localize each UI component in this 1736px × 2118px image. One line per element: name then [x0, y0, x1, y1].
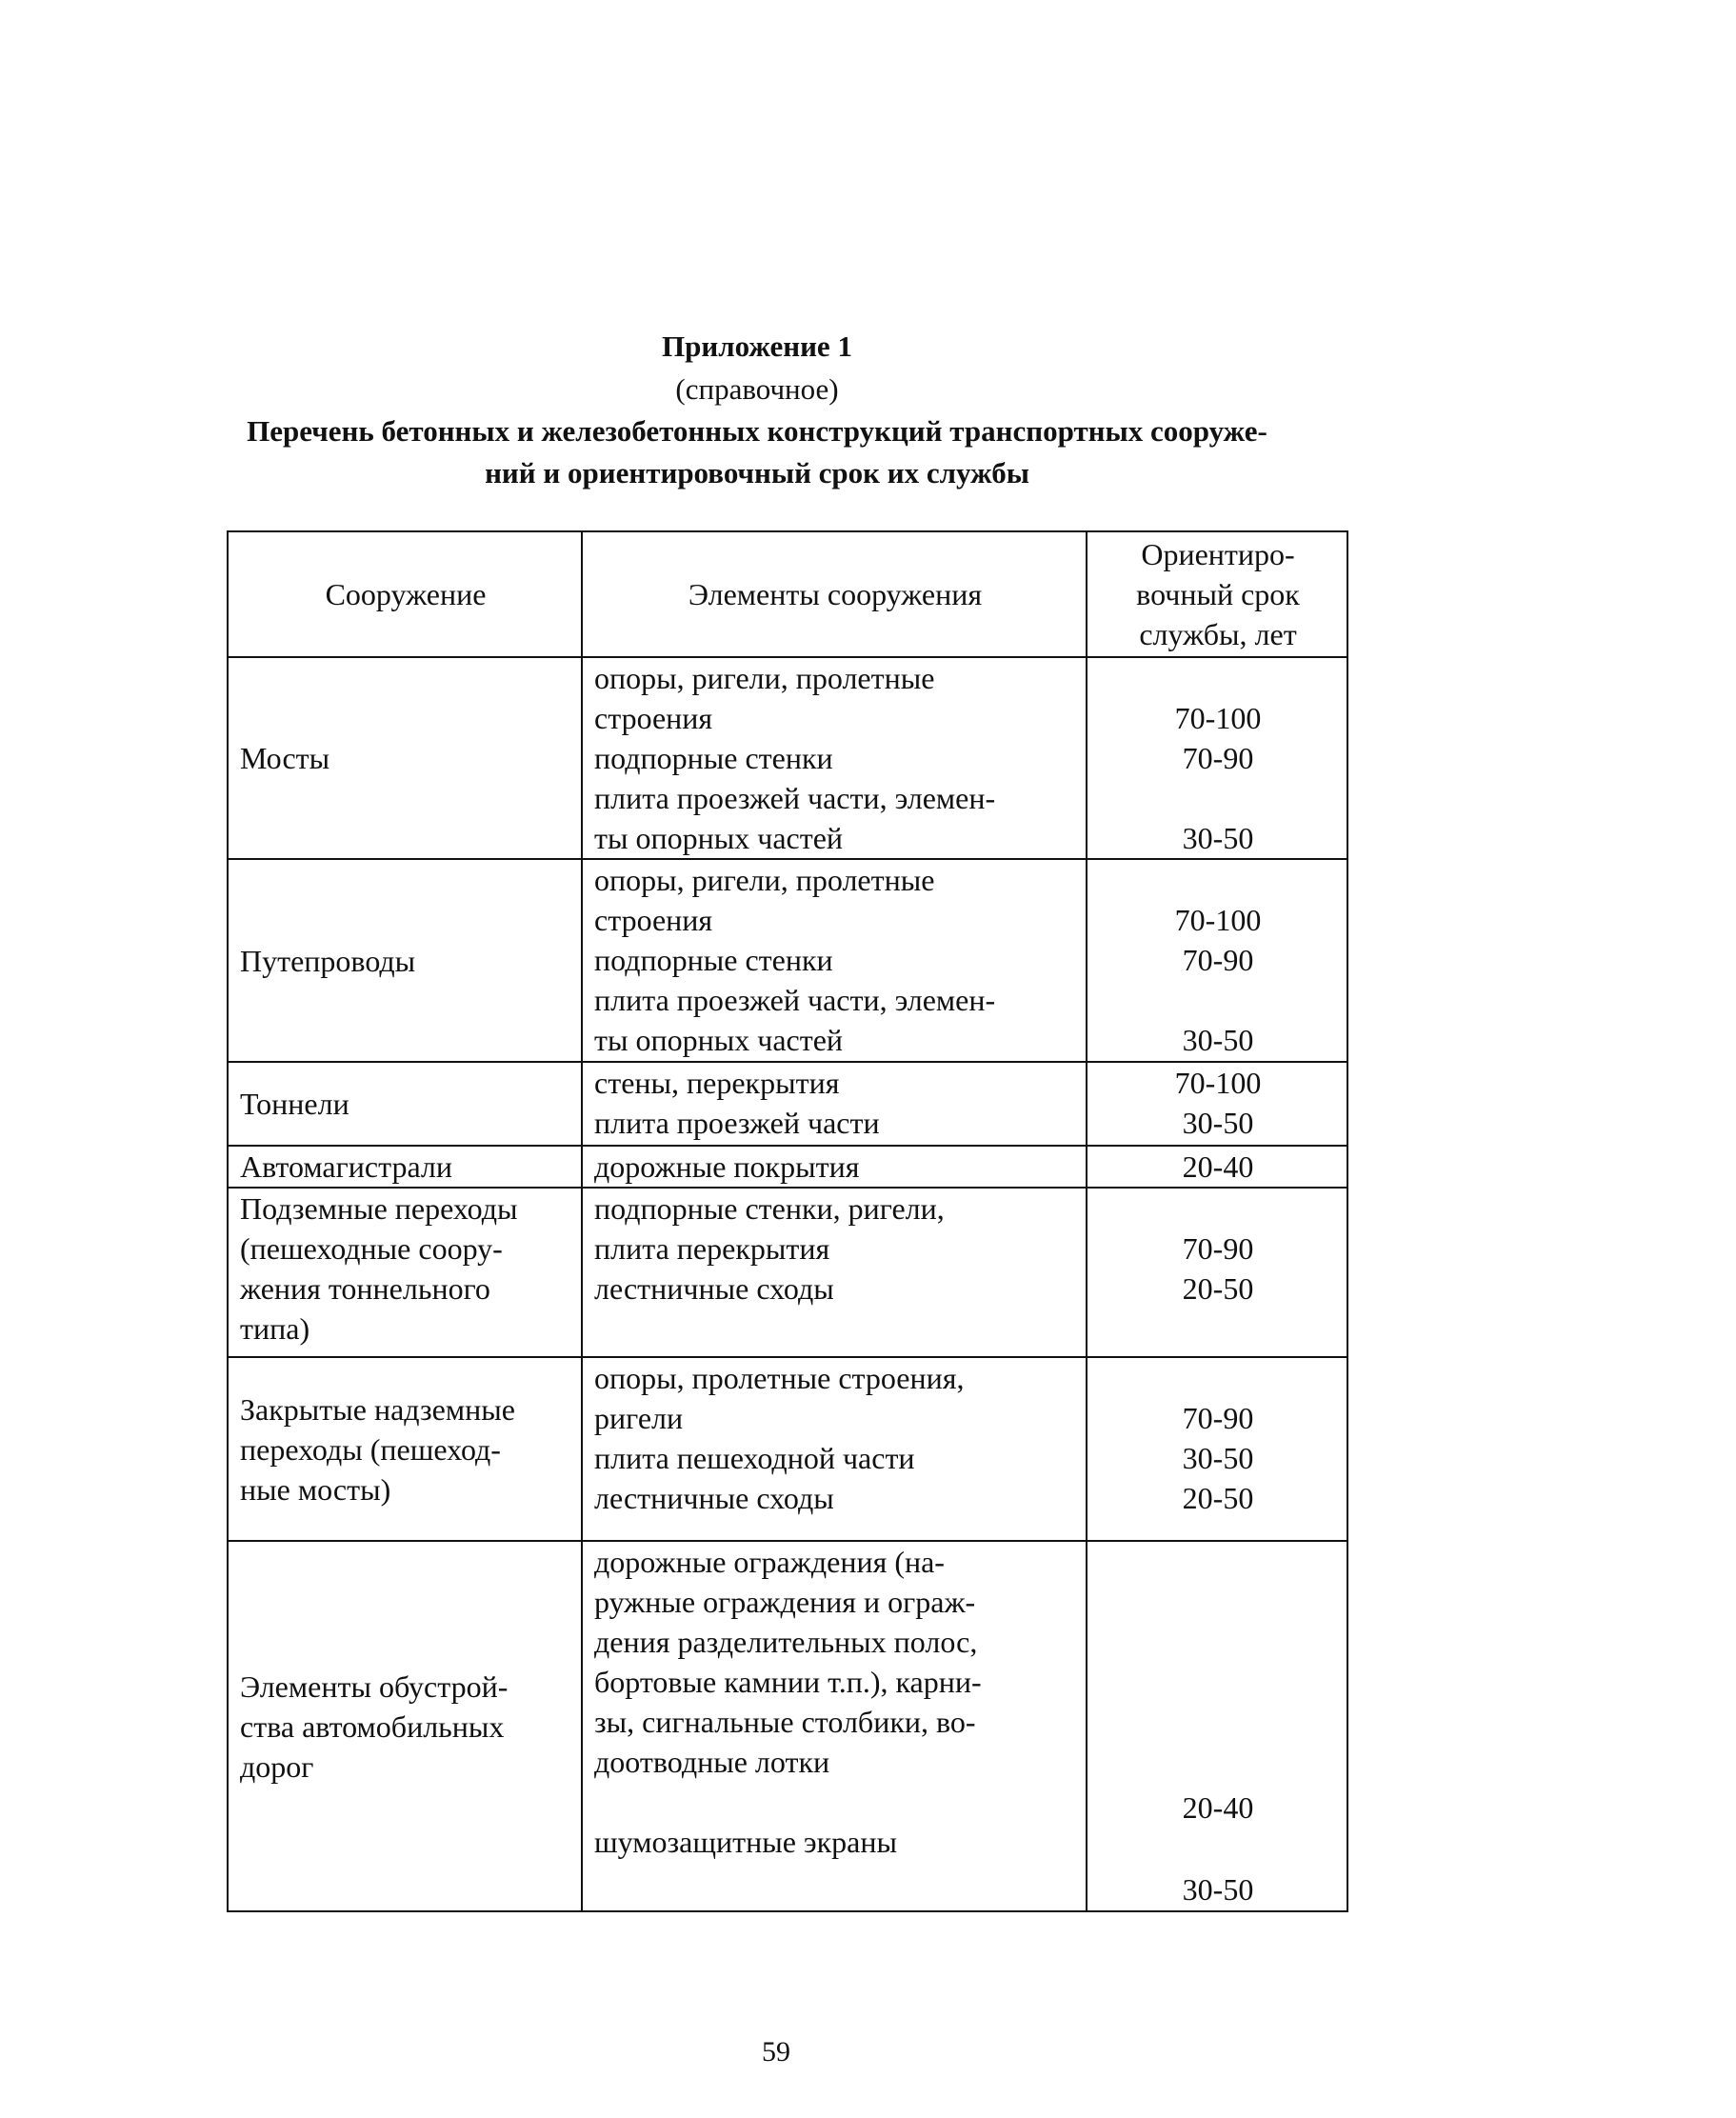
service-life-value: 70-90 — [1182, 943, 1254, 977]
element-line: бортовые камнии т.п.), карни- — [594, 1665, 982, 1699]
element-line: опоры, ригели, пролетные — [594, 863, 935, 897]
table-row — [228, 657, 1347, 859]
service-life-value — [1099, 1706, 1337, 1747]
appendix-heading: Приложение 1 — [662, 330, 852, 363]
service-life-value: 70-100 — [1174, 701, 1262, 735]
element-line: дорожные покрытия — [594, 1149, 860, 1184]
structure-line: ства автомобильных — [240, 1708, 505, 1744]
element-line: опоры, пролетные строения, — [594, 1361, 965, 1395]
column-header-structure: Сооружение — [228, 531, 582, 657]
elements-cell — [582, 859, 1087, 1062]
structure-cell — [228, 1357, 582, 1541]
element-line: плита проезжей части, элемен- — [594, 983, 996, 1017]
elements-cell — [582, 1188, 1087, 1357]
service-life-cell — [1087, 1146, 1347, 1188]
element-line: плита проезжей части, элемен- — [594, 781, 996, 815]
elements-cell — [582, 1146, 1087, 1188]
element-line: ригели — [594, 1401, 684, 1435]
structure-cell — [228, 657, 582, 859]
header-line: службы, лет — [1139, 617, 1297, 651]
service-life-cell — [1087, 1541, 1347, 1911]
element-line: строения — [594, 701, 713, 735]
element-line: ты опорных частей — [594, 1023, 844, 1057]
structure-line: жения тоннельного — [240, 1271, 490, 1306]
elements-cell — [582, 1062, 1087, 1146]
service-life-value: 30-50 — [1182, 1023, 1254, 1057]
structure-cell — [228, 859, 582, 1062]
elements-cell — [582, 657, 1087, 859]
service-life-value — [1099, 1583, 1337, 1624]
service-life-value — [1099, 658, 1337, 698]
service-life-value: 20-50 — [1182, 1271, 1254, 1306]
service-life-value: 30-50 — [1182, 1106, 1254, 1140]
service-life-value: 20-40 — [1182, 1790, 1254, 1825]
service-life-table — [227, 530, 1348, 1912]
structure-cell — [228, 1188, 582, 1357]
table-row — [228, 1541, 1347, 1911]
page-number: 59 — [762, 2036, 790, 2068]
header-line: вочный срок — [1136, 577, 1300, 611]
table-row — [228, 1188, 1347, 1357]
element-line: лестничные сходы — [594, 1481, 834, 1515]
element-line — [594, 1782, 1076, 1822]
element-line: дения разделительных полос, — [594, 1625, 978, 1659]
elements-cell — [582, 1541, 1087, 1911]
service-life-value — [1099, 980, 1337, 1020]
element-line: зы, сигнальные столбики, во- — [594, 1705, 976, 1739]
structure-line: Автомагистрали — [240, 1149, 453, 1184]
table-row — [228, 1357, 1347, 1541]
elements-cell — [582, 1357, 1087, 1541]
header-line: Ориентиро- — [1141, 537, 1295, 571]
service-life-value: 30-50 — [1182, 1872, 1254, 1907]
service-life-value — [1099, 1828, 1337, 1869]
service-life-cell — [1087, 1062, 1347, 1146]
service-life-value: 30-50 — [1182, 821, 1254, 855]
element-line: плита перекрытия — [594, 1231, 830, 1266]
service-life-value — [1099, 1542, 1337, 1583]
structure-line: Закрытые надземные — [240, 1391, 515, 1427]
service-life-value: 30-50 — [1182, 1441, 1254, 1475]
column-header-elements: Элементы сооружения — [582, 531, 1087, 657]
service-life-cell — [1087, 1357, 1347, 1541]
appendix-subtitle: (справочное) — [675, 372, 839, 406]
table-row — [228, 859, 1347, 1062]
structure-cell — [228, 1541, 582, 1911]
element-line: плита пешеходной части — [594, 1441, 915, 1475]
service-life-value: 20-40 — [1182, 1149, 1254, 1184]
element-line: подпорные стенки — [594, 943, 833, 977]
element-line: ты опорных частей — [594, 821, 844, 855]
element-line: опоры, ригели, пролетные — [594, 661, 935, 695]
service-life-value: 70-100 — [1174, 1066, 1262, 1100]
structure-line: Элементы обустрой- — [240, 1668, 509, 1704]
service-life-value — [1099, 1665, 1337, 1706]
structure-cell — [228, 1062, 582, 1146]
service-life-value: 70-90 — [1182, 1401, 1254, 1435]
service-life-value — [1099, 1624, 1337, 1665]
element-line: доотводные лотки — [594, 1745, 830, 1779]
element-line: ружные ограждения и ограж- — [594, 1585, 976, 1619]
service-life-value — [1099, 778, 1337, 818]
service-life-value: 20-50 — [1182, 1481, 1254, 1515]
document-title — [143, 410, 1371, 494]
service-life-value — [1099, 860, 1337, 900]
element-line: плита проезжей части — [594, 1106, 880, 1140]
structure-line: Мосты — [240, 741, 330, 775]
element-line: лестничные сходы — [594, 1271, 834, 1306]
element-line: подпорные стенки — [594, 741, 833, 775]
structure-line: (пешеходные соору- — [240, 1231, 503, 1266]
table-body — [228, 657, 1347, 1911]
structure-line: типа) — [240, 1311, 310, 1346]
element-line: подпорные стенки, ригели, — [594, 1191, 945, 1226]
element-line: стены, перекрытия — [594, 1066, 840, 1100]
table-row — [228, 1146, 1347, 1188]
service-life-value — [1099, 1189, 1337, 1229]
service-life-value: 70-100 — [1174, 903, 1262, 937]
structure-line: Тоннели — [240, 1087, 349, 1121]
service-life-value: 70-90 — [1182, 741, 1254, 775]
service-life-cell — [1087, 859, 1347, 1062]
service-life-value — [1099, 1747, 1337, 1788]
structure-line: ные мосты) — [240, 1471, 391, 1507]
structure-line: Подземные переходы — [240, 1191, 518, 1226]
table-header-row — [228, 531, 1347, 657]
service-life-value: 70-90 — [1182, 1231, 1254, 1266]
document-title-line: ний и ориентировочный срок их службы — [485, 456, 1029, 490]
column-header-service-life — [1087, 531, 1347, 657]
structure-line: Путепроводы — [240, 943, 416, 978]
document-title-line: Перечень бетонных и железобетонных конструкций транспортных сооруже- — [247, 414, 1267, 448]
service-life-value — [1099, 1358, 1337, 1398]
element-line: строения — [594, 903, 713, 937]
service-life-cell — [1087, 657, 1347, 859]
service-life-cell — [1087, 1188, 1347, 1357]
structure-line: переходы (пешеход- — [240, 1431, 501, 1467]
element-line: дорожные ограждения (на- — [594, 1545, 945, 1579]
table-row — [228, 1062, 1347, 1146]
element-line: шумозащитные экраны — [594, 1825, 897, 1859]
structure-cell — [228, 1146, 582, 1188]
structure-line: дорог — [240, 1748, 314, 1784]
